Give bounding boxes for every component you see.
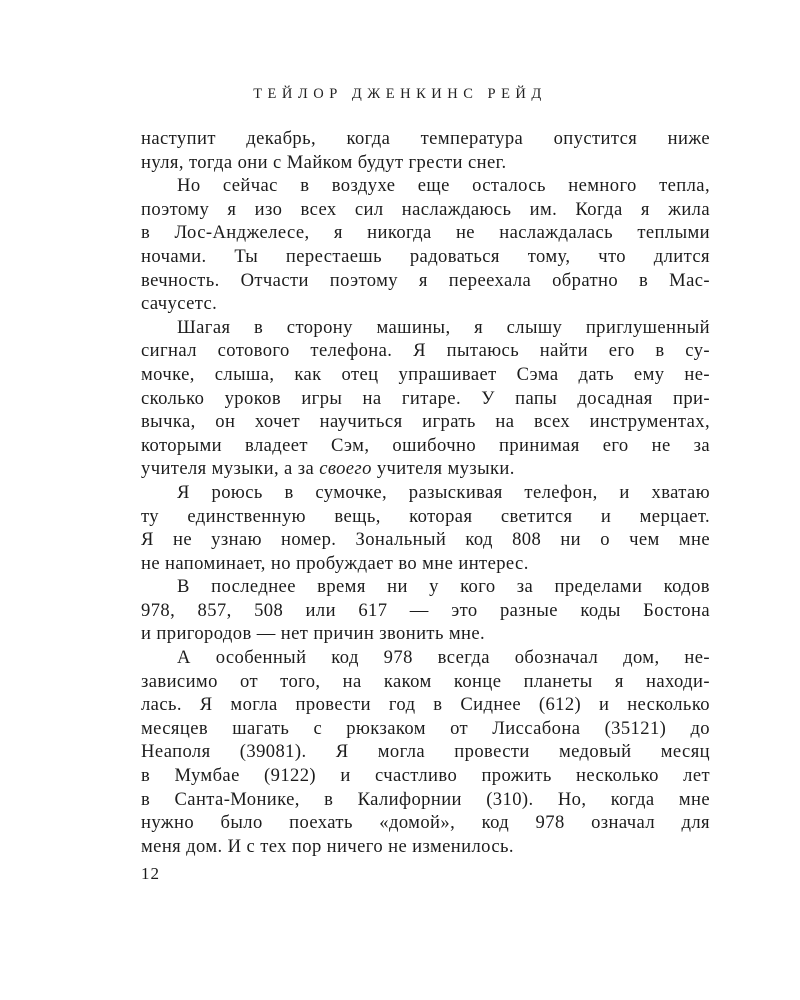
text-line: сигнал сотового телефона. Я пытаюсь найти его в су- bbox=[141, 340, 710, 362]
text-line: Неаполя (39081). Я могла провести медовый месяц bbox=[141, 741, 710, 763]
text-line: наступит декабрь, когда температура опустится ниже bbox=[141, 128, 710, 149]
text-line: и пригородов — нет причин звонить мне. bbox=[141, 623, 486, 645]
text-line: вечность. Отчасти поэтому я переехала обратно в Мас- bbox=[141, 269, 710, 291]
text-line: месяцев шагать с рюкзаком от Лиссабона (35121) до bbox=[141, 717, 710, 739]
text-line: нуля, тогда они с Майком будут грести снег. bbox=[141, 151, 507, 173]
text-line: сачусетс. bbox=[141, 293, 218, 315]
text-line: В последнее время ни у кого за пределами кодов bbox=[177, 576, 710, 598]
text-line: не напоминает, но пробуждает во мне интерес. bbox=[141, 552, 529, 574]
text-line: Но сейчас в воздухе еще осталось немного тепла, bbox=[177, 175, 710, 197]
text-line: А особенный код 978 всегда обозначал дом, не- bbox=[177, 647, 710, 669]
text-line: в Санта-Монике, в Калифорнии (310). Но, когда мне bbox=[141, 788, 710, 810]
text-line: меня дом. И с тех пор ничего не изменилось. bbox=[141, 835, 514, 857]
text-line: 978, 857, 508 или 617 — это разные коды Бостона bbox=[141, 599, 710, 621]
text-line: в Лос-Анджелесе, я никогда не наслаждалась теплыми bbox=[141, 222, 710, 244]
text-line: зависимо от того, на каком конце планеты я находи- bbox=[141, 670, 710, 692]
text-line: вычка, он хочет научиться играть на всех инструментах, bbox=[141, 411, 710, 433]
text-line: ту единственную вещь, которая светится и мерцает. bbox=[141, 505, 710, 527]
text-line: Я роюсь в сумочке, разыскивая телефон, и хватаю bbox=[177, 481, 710, 503]
page-number: 12 bbox=[141, 864, 160, 883]
text-line: ночами. Ты перестаешь радоваться тому, что длится bbox=[141, 245, 710, 267]
text-line: Шагая в сторону машины, я слышу приглушенный bbox=[177, 316, 710, 338]
text-line: которыми владеет Сэм, ошибочно принимая его не за bbox=[141, 434, 710, 456]
text-line: в Мумбае (9122) и счастливо прожить несколько лет bbox=[141, 765, 710, 787]
text-line: лась. Я могла провести год в Сиднее (612) и несколько bbox=[141, 694, 710, 716]
text-line: учителя музыки, а за своего учителя музыки. bbox=[141, 458, 515, 480]
text-line: нужно было поехать «домой», код 978 означал для bbox=[141, 812, 710, 834]
text-line: Я не узнаю номер. Зональный код 808 ни о чем мне bbox=[141, 529, 710, 551]
text-line: мочке, слыша, как отец упрашивает Сэма дать ему не- bbox=[141, 363, 710, 385]
text-line: сколько уроков игры на гитаре. У папы досадная при- bbox=[141, 387, 710, 409]
text-line: поэтому я изо всех сил наслаждаюсь им. Когда я жила bbox=[141, 198, 710, 220]
text-block bbox=[141, 127, 710, 858]
running-header: ТЕЙЛОР ДЖЕНКИНС РЕЙД bbox=[253, 86, 547, 102]
